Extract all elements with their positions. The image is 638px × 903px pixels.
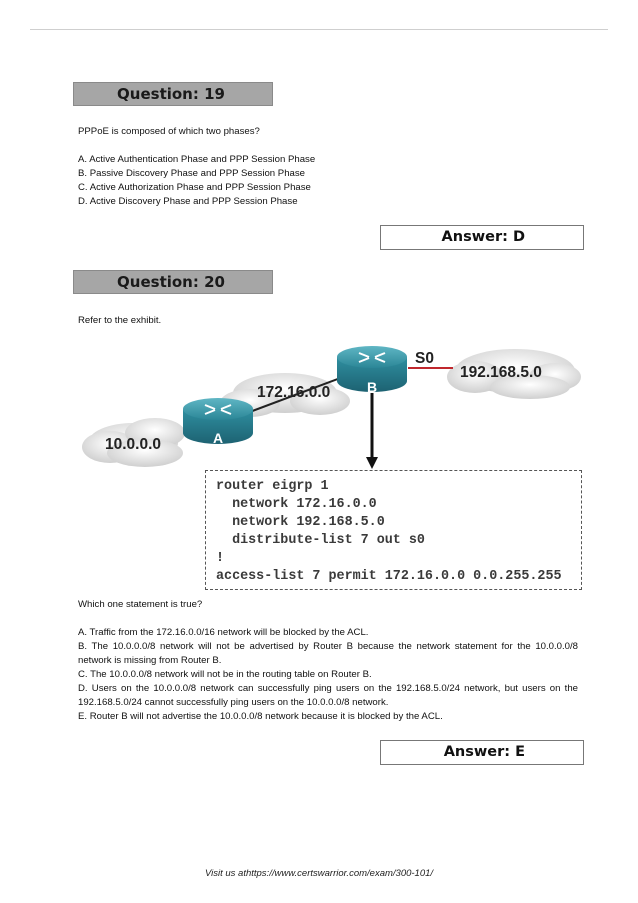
question-20-banner [73,270,273,294]
config-line: access-list 7 permit 172.16.0.0 0.0.255.255 [216,569,562,584]
question-19-option-b: B. Passive Discovery Phase and PPP Session Phase [78,168,305,179]
config-line: network 172.16.0.0 [216,497,377,512]
config-line: distribute-list 7 out s0 [216,533,425,548]
question-19-answer-text: Answer: D [441,229,525,245]
router-a [183,398,253,446]
router-b [337,346,407,395]
question-20-title: Question: 20 [117,273,225,291]
config-line: router eigrp 1 [216,479,329,494]
question-19-banner [73,82,273,106]
question-19-option-c: C. Active Authorization Phase and PPP Session Phase [78,182,311,193]
question-20-option-d: D. Users on the 10.0.0.0/8 network can successfully ping users on the 192.168.5.0/24 network, but users on the 192.168.5.0/24 cannot successfully ping users on the 10.0.0.0/8 network. [78,683,578,709]
question-20-answer [380,740,584,765]
interface-s0-label: S0 [415,350,434,367]
top-divider [30,29,608,30]
router-b-label: B [366,379,378,395]
question-20-answer-text: Answer: E [443,744,525,760]
net-192-label: 192.168.5.0 [460,364,542,381]
router-a-label: A [212,430,224,446]
question-19-option-d: D. Active Discovery Phase and PPP Session Phase [78,196,298,207]
question-19-answer [380,225,584,250]
config-box [205,470,582,590]
question-20-option-c: C. The 10.0.0.0/8 network will not be in the routing table on Router B. [78,669,372,680]
config-line: network 192.168.5.0 [216,515,385,530]
question-20-option-e: E. Router B will not advertise the 10.0.0.0/8 network because it is blocked by the ACL. [78,711,443,722]
question-20-option-b: B. The 10.0.0.0/8 network will not be advertised by Router B because the network statement for the 10.0.0.0/8 network is missing from Router B. [78,641,578,667]
config-line: ! [216,551,225,566]
arrow-head [366,457,378,469]
question-19-title: Question: 19 [117,85,225,103]
question-20-intro: Refer to the exhibit. [78,315,162,326]
net-10-label: 10.0.0.0 [105,436,162,453]
net-172-label: 172.16.0.0 [257,384,331,401]
question-19-stem: PPPoE is composed of which two phases? [78,126,260,137]
question-19-option-a: A. Active Authentication Phase and PPP Session Phase [78,154,316,165]
footer-link-text: Visit us athttps://www.certswarrior.com/exam/300-101/ [204,868,434,879]
question-20-stem: Which one statement is true? [78,599,203,610]
question-20-option-a: A. Traffic from the 172.16.0.0/16 network will be blocked by the ACL. [78,627,369,638]
